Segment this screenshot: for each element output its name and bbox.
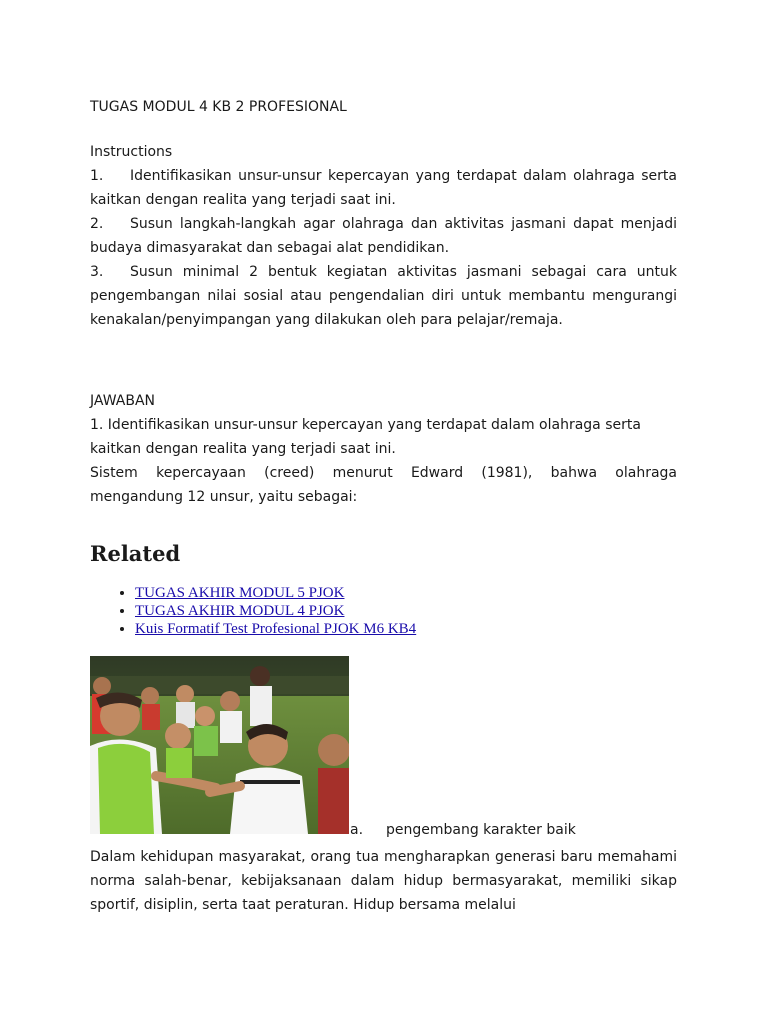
instruction-item [90,212,677,260]
section-a-title: pengembang karakter baik [386,822,576,838]
answer-text: Sistem kepercayaan (creed) menurut Edward (1981), bahwa olahraga mengandung 12 unsur, yaitu sebagai: [90,465,677,505]
related-link[interactable]: Kuis Formatif Test Profesional PJOK M6 KB4 [135,621,417,637]
list-item [135,620,416,638]
instruction-text: Susun langkah-langkah agar olahraga dan aktivitas jasmani dapat menjadi budaya dimasyarakat dan sebagai alat pendidikan. [90,216,677,256]
answer-section [90,389,677,509]
instructions-heading: Instructions [90,144,173,160]
instructions-section [90,140,677,332]
section-a-caption [350,822,576,838]
document-title: TUGAS MODUL 4 KB 2 PROFESIONAL [90,99,347,115]
instruction-text: Identifikasikan unsur-unsur kepercayan yang terdapat dalam olahraga serta kaitkan dengan realita yang terjadi saat ini. [90,168,677,208]
kids-football-photo [90,656,349,834]
related-heading: Related [90,541,181,566]
photo-illustration [90,656,349,834]
section-a-paragraph: Dalam kehidupan masyarakat, orang tua mengharapkan generasi baru memahami norma salah-benar, kebijaksanaan dalam hidup bermasyarakat, memiliki sikap sportif, disiplin, serta taat peraturan. Hidup bersama melalui [90,849,677,913]
answer-question: 1. Identifikasikan unsur-unsur kepercayan yang terdapat dalam olahraga serta kaitkan dengan realita yang terjadi saat ini. [90,417,641,457]
instruction-item [90,164,677,212]
instruction-number: 2. [90,216,104,232]
related-links-list [90,584,416,638]
instruction-number: 3. [90,264,104,280]
answer-heading: JAWABAN [90,393,156,409]
related-link[interactable]: TUGAS AKHIR MODUL 5 PJOK [135,585,345,601]
section-a-label: a. [350,822,364,838]
instruction-number: 1. [90,168,104,184]
instruction-item [90,260,677,332]
related-link[interactable]: TUGAS AKHIR MODUL 4 PJOK [135,603,345,619]
list-item [135,602,416,620]
instruction-text: Susun minimal 2 bentuk kegiatan aktivitas jasmani sebagai cara untuk pengembangan nilai sosial atau pengendalian diri untuk membantu mengurangi kenakalan/penyimpangan yang dilakukan oleh para pelajar/remaja. [90,264,677,328]
list-item [135,584,416,602]
